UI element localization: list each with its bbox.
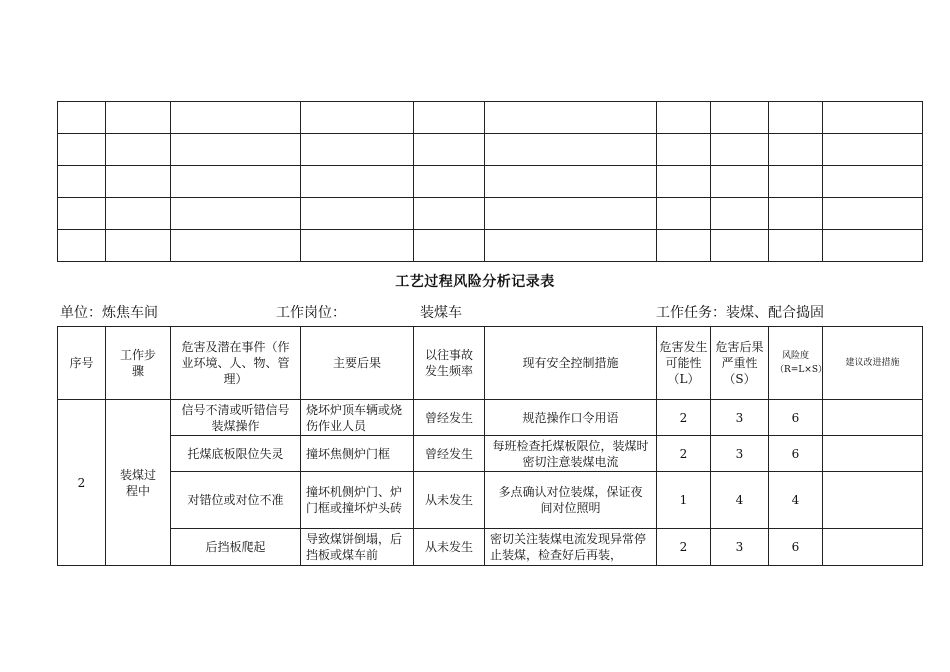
cell-likelihood: 2	[657, 400, 711, 436]
empty-row	[58, 134, 923, 166]
cell-likelihood: 1	[657, 472, 711, 529]
task-label: 工作任务：装煤、配合捣固	[656, 305, 824, 321]
table-row	[58, 400, 923, 436]
header-hazard: 危害及潜在事件（作业环境、人、物、管理）	[171, 327, 301, 400]
cell-consequence: 撞坏机侧炉门、炉门框或撞坏炉头砖	[301, 472, 414, 529]
cell-controls: 多点确认对位装煤，保证夜间对位照明	[485, 472, 657, 529]
empty-row	[58, 198, 923, 230]
cell-controls: 规范操作口令用语	[485, 400, 657, 436]
risk-analysis-table	[57, 326, 923, 566]
unit-label: 单位：炼焦车间	[60, 305, 158, 321]
cell-improve	[823, 436, 923, 472]
cell-frequency: 从未发生	[414, 472, 485, 529]
cell-severity: 4	[711, 472, 769, 529]
top-empty-table	[57, 101, 923, 262]
empty-row	[58, 102, 923, 134]
cell-controls: 每班检查托煤板限位，装煤时密切注意装煤电流	[485, 436, 657, 472]
header-consequence: 主要后果	[301, 327, 414, 400]
cell-seq: 2	[58, 400, 106, 566]
empty-row	[58, 166, 923, 198]
cell-consequence: 导致煤饼倒塌，后挡板或煤车前	[301, 529, 414, 566]
cell-hazard: 托煤底板限位失灵	[171, 436, 301, 472]
post-label: 工作岗位：	[276, 305, 346, 321]
cell-frequency: 曾经发生	[414, 436, 485, 472]
header-likelihood: 危害发生可能性（L）	[657, 327, 711, 400]
header-seq: 序号	[58, 327, 106, 400]
cell-controls: 密切关注装煤电流发现异常停止装煤，检查好后再装，	[485, 529, 657, 566]
cell-step: 装煤过程中	[106, 400, 171, 566]
cell-consequence: 撞坏焦侧炉门框	[301, 436, 414, 472]
table-row	[58, 436, 923, 472]
cell-improve	[823, 400, 923, 436]
cell-severity: 3	[711, 400, 769, 436]
header-severity: 危害后果严重性（S）	[711, 327, 769, 400]
cell-consequence: 烧坏炉顶车辆或烧伤作业人员	[301, 400, 414, 436]
cell-severity: 3	[711, 436, 769, 472]
header-frequency: 以往事故发生频率	[414, 327, 485, 400]
cell-risk: 6	[769, 436, 823, 472]
document-title: 工艺过程风险分析记录表	[395, 274, 555, 290]
header-step: 工作步骤	[106, 327, 171, 400]
cell-severity: 3	[711, 529, 769, 566]
table-row	[58, 472, 923, 529]
cell-likelihood: 2	[657, 436, 711, 472]
table-row	[58, 529, 923, 566]
cell-frequency: 从未发生	[414, 529, 485, 566]
cell-risk: 6	[769, 529, 823, 566]
empty-row	[58, 230, 923, 262]
cell-frequency: 曾经发生	[414, 400, 485, 436]
cell-improve	[823, 472, 923, 529]
header-controls: 现有安全控制措施	[485, 327, 657, 400]
cell-risk: 6	[769, 400, 823, 436]
header-row	[58, 327, 923, 400]
cell-hazard: 信号不清或听错信号装煤操作	[171, 400, 301, 436]
cell-hazard: 对错位或对位不准	[171, 472, 301, 529]
header-risk: 风险度（R=L×S）	[769, 327, 823, 400]
cell-improve	[823, 529, 923, 566]
post-value: 装煤车	[420, 305, 462, 321]
cell-risk: 4	[769, 472, 823, 529]
header-improve: 建议改进措施	[823, 327, 923, 400]
cell-hazard: 后挡板爬起	[171, 529, 301, 566]
cell-likelihood: 2	[657, 529, 711, 566]
